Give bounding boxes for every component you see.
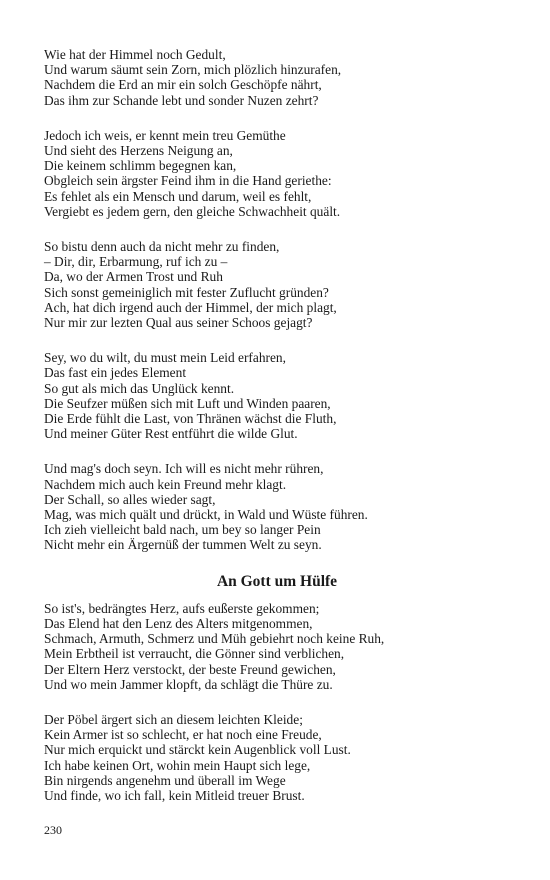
stanza	[44, 601, 510, 692]
verse-line: Und warum säumt sein Zorn, mich plözlich hinzurafen,	[44, 62, 342, 78]
verse-line: Ich zieh vielleicht bald nach, um bey so langer Pein	[44, 522, 321, 538]
verse-line: Und meiner Güter Rest entführt die wilde Glut.	[44, 426, 298, 442]
page-number: 230	[44, 823, 62, 837]
verse-line: Und mag's doch seyn. Ich will es nicht mehr rühren,	[44, 461, 324, 477]
verse-line: Bin nirgends angenehm und überall im Wege	[44, 772, 286, 788]
verse-line: Ich habe keinen Ort, wohin mein Haupt sich lege,	[44, 757, 311, 773]
verse-line: – Dir, dir, Erbarmung, ruf ich zu –	[44, 254, 228, 270]
page-body	[44, 47, 510, 823]
stanza	[44, 239, 510, 330]
verse-line: Das Elend hat den Lenz des Alters mitgenommen,	[44, 615, 313, 631]
stanza	[44, 128, 510, 219]
verse-line: Die keinem schlimm begegnen kan,	[44, 158, 237, 174]
verse-line: Und sieht des Herzens Neigung an,	[44, 143, 233, 159]
verse-line: So ist's, bedrängtes Herz, aufs eußerste gekommen;	[44, 600, 320, 616]
verse-line: Ach, hat dich irgend auch der Himmel, der mich plagt,	[44, 299, 337, 315]
verse-line: Da, wo der Armen Trost und Ruh	[44, 269, 223, 285]
verse-line: Nachdem mich auch kein Freund mehr klagt.	[44, 476, 287, 492]
verse-line: Die Erde fühlt die Last, von Thränen wächst die Fluth,	[44, 411, 337, 427]
verse-line: Der Pöbel ärgert sich an diesem leichten Kleide;	[44, 711, 303, 727]
verse-line: Nachdem die Erd an mir ein solch Geschöpfe nährt,	[44, 77, 322, 93]
verse-line: Das fast ein jedes Element	[44, 365, 187, 381]
verse-line: Vergiebt es jedem gern, den gleiche Schwachheit quält.	[44, 203, 341, 219]
verse-line: Obgleich sein ärgster Feind ihm in die Hand geriethe:	[44, 173, 332, 189]
verse-line: Sey, wo du wilt, du must mein Leid erfahren,	[44, 350, 286, 366]
verse-line: Nur mir zur lezten Qual aus seiner Schoos gejagt?	[44, 315, 313, 331]
verse-line: Nicht mehr ein Ärgernüß der tummen Welt zu seyn.	[44, 537, 322, 553]
stanza	[44, 47, 510, 108]
poem-new	[44, 601, 510, 803]
verse-line: Die Seufzer müßen sich mit Luft und Winden paaren,	[44, 395, 331, 411]
verse-line: Es fehlet als ein Mensch und darum, weil es fehlt,	[44, 188, 312, 204]
poem-title: An Gott um Hülfe	[216, 572, 338, 590]
verse-line: Nur mich erquickt und stärckt kein Augenblick voll Lust.	[44, 742, 351, 758]
stanza	[44, 461, 510, 552]
verse-line: So gut als mich das Unglück kennt.	[44, 380, 235, 396]
verse-line: Jedoch ich weis, er kennt mein treu Gemüthe	[44, 127, 286, 143]
stanza	[44, 712, 510, 803]
verse-line: Kein Armer ist so schlecht, er hat noch eine Freude,	[44, 727, 322, 743]
verse-line: So bistu denn auch da nicht mehr zu finden,	[44, 239, 280, 255]
verse-line: Mein Erbtheil ist verraucht, die Gönner sind verblichen,	[44, 646, 345, 662]
verse-line: Der Eltern Herz verstockt, der beste Freund gewichen,	[44, 661, 336, 677]
verse-line: Schmach, Armuth, Schmerz und Müh gebiehrt noch keine Ruh,	[44, 631, 385, 647]
poem-continued	[44, 47, 510, 553]
verse-line: Und finde, wo ich fall, kein Mitleid treuer Brust.	[44, 787, 305, 803]
stanza	[44, 350, 510, 441]
verse-line: Und wo mein Jammer klopft, da schlägt die Thüre zu.	[44, 676, 333, 692]
verse-line: Der Schall, so alles wieder sagt,	[44, 491, 216, 507]
verse-line: Mag, was mich quält und drückt, in Wald und Wüste führen.	[44, 507, 368, 523]
verse-line: Das ihm zur Schande lebt und sonder Nuzen zehrt?	[44, 92, 319, 108]
verse-line: Sich sonst gemeiniglich mit fester Zuflucht gründen?	[44, 284, 329, 300]
verse-line: Wie hat der Himmel noch Gedult,	[44, 47, 226, 62]
